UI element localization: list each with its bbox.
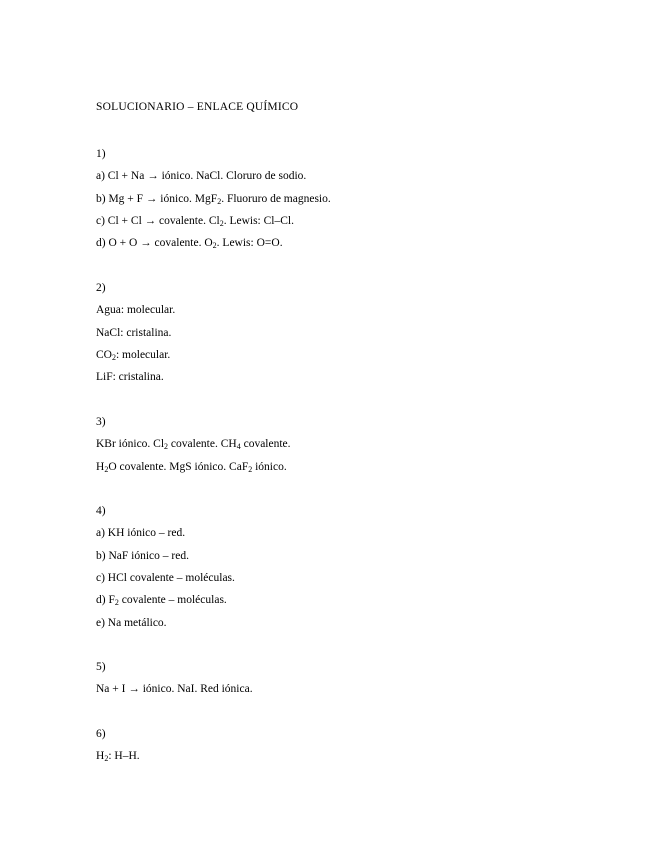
answer-line: d) $F_2$ covalente – moléculas. [96,594,227,608]
answer-line: Agua: molecular. [96,304,176,317]
answer-line: KBr iónico. $Cl_2$ covalente. $CH_4$ covalente. [96,438,291,452]
section-number: 5) [96,661,106,673]
section-number: 6) [96,728,106,740]
answer-line: NaCl: cristalina. [96,326,172,339]
answer-line: a) KH iónico – red. [96,527,186,540]
answer-line: b) Mg + F → iónico. MgF$_2$. Fluoruro de magnesio. [96,192,331,206]
answer-line: $H_2$: H–H. [96,750,140,764]
section-number: 3) [96,416,106,428]
section-number: 1) [96,148,106,160]
answer-line: d) O + O → covalente. $O_2$. Lewis: O=O. [96,237,283,251]
answer-line: a) Cl + Na → iónico. NaCl. Cloruro de sodio. [96,170,307,183]
answer-line: $H_2O$ covalente. MgS iónico. CaF$_2$ iónico. [96,460,287,474]
answer-line: $CO_2$: molecular. [96,348,171,362]
section-number: 2) [96,282,106,294]
answer-line: c) HCl covalente – moléculas. [96,571,235,584]
document-title: SOLUCIONARIO – ENLACE QUÍMICO [96,101,299,113]
section-number: 4) [96,505,106,517]
answer-line: LiF: cristalina. [96,371,164,384]
answer-line: e) Na metálico. [96,616,167,629]
answer-line: c) Cl + Cl → covalente. $Cl_2$. Lewis: Cl–Cl. [96,214,294,228]
answer-line: b) NaF iónico – red. [96,549,189,562]
answer-line: Na + I → iónico. NaI. Red iónica. [96,683,253,696]
